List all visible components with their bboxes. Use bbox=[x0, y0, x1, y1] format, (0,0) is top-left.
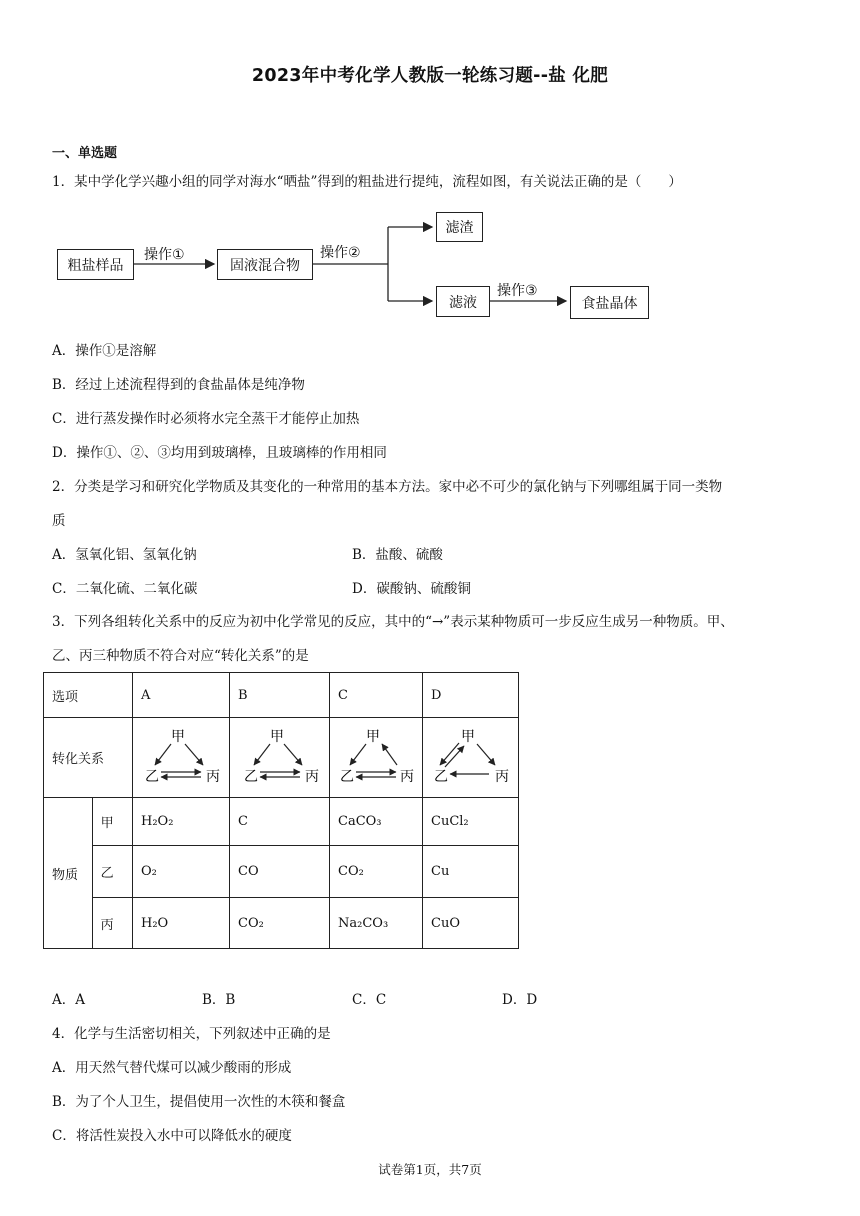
q2-stem-line2: 质 bbox=[52, 513, 66, 529]
diagram-node-right: 丙 bbox=[305, 768, 319, 785]
flow-box-crude-salt: 粗盐样品 bbox=[57, 249, 134, 280]
q3-stem-line1: 3．下列各组转化关系中的反应为初中化学常见的反应，其中的“→”表示某种物质可一步反应生成另一种物质。甲、 bbox=[52, 614, 734, 630]
table-row bbox=[44, 718, 519, 798]
table-row bbox=[44, 898, 519, 949]
q4-option-c: C．将活性炭投入水中可以降低水的硬度 bbox=[52, 1128, 292, 1144]
table-cell: CO₂ bbox=[330, 846, 423, 898]
table-row bbox=[44, 673, 519, 718]
q2-stem-line1: 2．分类是学习和研究化学物质及其变化的一种常用的基本方法。家中必不可少的氯化钠与下列哪组属于同一类物 bbox=[52, 479, 723, 495]
q3-stem-line2: 乙、丙三种物质不符合对应“转化关系”的是 bbox=[52, 648, 309, 664]
table-row-label: 甲 bbox=[92, 798, 132, 846]
q1-option-b: B．经过上述流程得到的食盐晶体是纯净物 bbox=[52, 377, 305, 393]
q2-option-a: A．氢氧化铝、氢氧化钠 bbox=[52, 547, 197, 563]
section-heading: 一、单选题 bbox=[52, 146, 118, 161]
q4-option-b: B．为了个人卫生，提倡使用一次性的木筷和餐盒 bbox=[52, 1094, 346, 1110]
diagram-node-top: 甲 bbox=[366, 728, 380, 745]
relation-diagram-d bbox=[423, 718, 519, 798]
table-header-d: D bbox=[423, 673, 519, 718]
table-cell: CO₂ bbox=[230, 898, 330, 949]
flow-box-mixture: 固液混合物 bbox=[217, 249, 313, 280]
q4-stem: 4．化学与生活密切相关，下列叙述中正确的是 bbox=[52, 1026, 331, 1042]
page-footer: 试卷第1页，共7页 bbox=[378, 1162, 482, 1177]
q1-stem: 1．某中学化学兴趣小组的同学对海水“晒盐”得到的粗盐进行提纯，流程如图，有关说法正确的是（ ） bbox=[52, 174, 682, 190]
relation-diagram-a bbox=[133, 718, 230, 798]
q2-option-c: C．二氧化硫、二氧化碳 bbox=[52, 581, 198, 597]
table-cell: H₂O bbox=[133, 898, 230, 949]
q3-table bbox=[43, 672, 519, 949]
diagram-node-left: 乙 bbox=[145, 768, 159, 785]
q1-option-c: C．进行蒸发操作时必须将水完全蒸干才能停止加热 bbox=[52, 411, 360, 427]
q3-option-b: B．B bbox=[202, 992, 236, 1008]
q3-option-a: A．A bbox=[52, 992, 85, 1008]
table-substance-label: 物质 bbox=[44, 798, 93, 949]
page-title: 2023年中考化学人教版一轮练习题--盐 化肥 bbox=[251, 66, 609, 86]
flow-label-op3: 操作③ bbox=[497, 283, 538, 299]
q1-option-a: A．操作①是溶解 bbox=[52, 343, 157, 359]
flow-box-salt-crystal: 食盐晶体 bbox=[570, 286, 649, 319]
table-cell: C bbox=[230, 798, 330, 846]
diagram-node-top: 甲 bbox=[461, 728, 475, 745]
table-row-label: 丙 bbox=[92, 898, 132, 949]
table-relation-label: 转化关系 bbox=[44, 718, 133, 798]
flow-box-residue: 滤渣 bbox=[436, 212, 483, 242]
flow-label-op1: 操作① bbox=[144, 247, 185, 263]
q1-option-d: D．操作①、②、③均用到玻璃棒，且玻璃棒的作用相同 bbox=[52, 445, 387, 461]
flow-label-op2: 操作② bbox=[320, 245, 361, 261]
flow-box-filtrate: 滤液 bbox=[436, 286, 490, 317]
table-cell: Cu bbox=[423, 846, 519, 898]
diagram-node-right: 丙 bbox=[206, 768, 220, 785]
table-cell: CO bbox=[230, 846, 330, 898]
diagram-node-top: 甲 bbox=[171, 728, 185, 745]
table-cell: CaCO₃ bbox=[330, 798, 423, 846]
table-cell: O₂ bbox=[133, 846, 230, 898]
table-row-label: 乙 bbox=[92, 846, 132, 898]
table-cell: Na₂CO₃ bbox=[330, 898, 423, 949]
relation-diagram-b bbox=[230, 718, 330, 798]
diagram-node-right: 丙 bbox=[400, 768, 414, 785]
q1-flow-diagram bbox=[50, 205, 670, 325]
table-row bbox=[44, 798, 519, 846]
q3-option-d: D．D bbox=[502, 992, 538, 1008]
diagram-node-right: 丙 bbox=[495, 768, 509, 785]
q2-option-d: D．碳酸钠、硫酸铜 bbox=[352, 581, 471, 597]
diagram-node-left: 乙 bbox=[340, 768, 354, 785]
table-header-b: B bbox=[230, 673, 330, 718]
relation-diagram-c bbox=[330, 718, 423, 798]
table-cell: CuO bbox=[423, 898, 519, 949]
table-cell: H₂O₂ bbox=[133, 798, 230, 846]
q4-option-a: A．用天然气替代煤可以减少酸雨的形成 bbox=[52, 1060, 292, 1076]
q2-option-b: B．盐酸、硫酸 bbox=[352, 547, 443, 563]
diagram-node-top: 甲 bbox=[270, 728, 284, 745]
table-cell: CuCl₂ bbox=[423, 798, 519, 846]
table-header-a: A bbox=[133, 673, 230, 718]
table-header-option: 选项 bbox=[44, 673, 133, 718]
diagram-node-left: 乙 bbox=[244, 768, 258, 785]
table-row bbox=[44, 846, 519, 898]
table-header-c: C bbox=[330, 673, 423, 718]
q3-option-c: C．C bbox=[352, 992, 387, 1008]
diagram-node-left: 乙 bbox=[434, 768, 448, 785]
